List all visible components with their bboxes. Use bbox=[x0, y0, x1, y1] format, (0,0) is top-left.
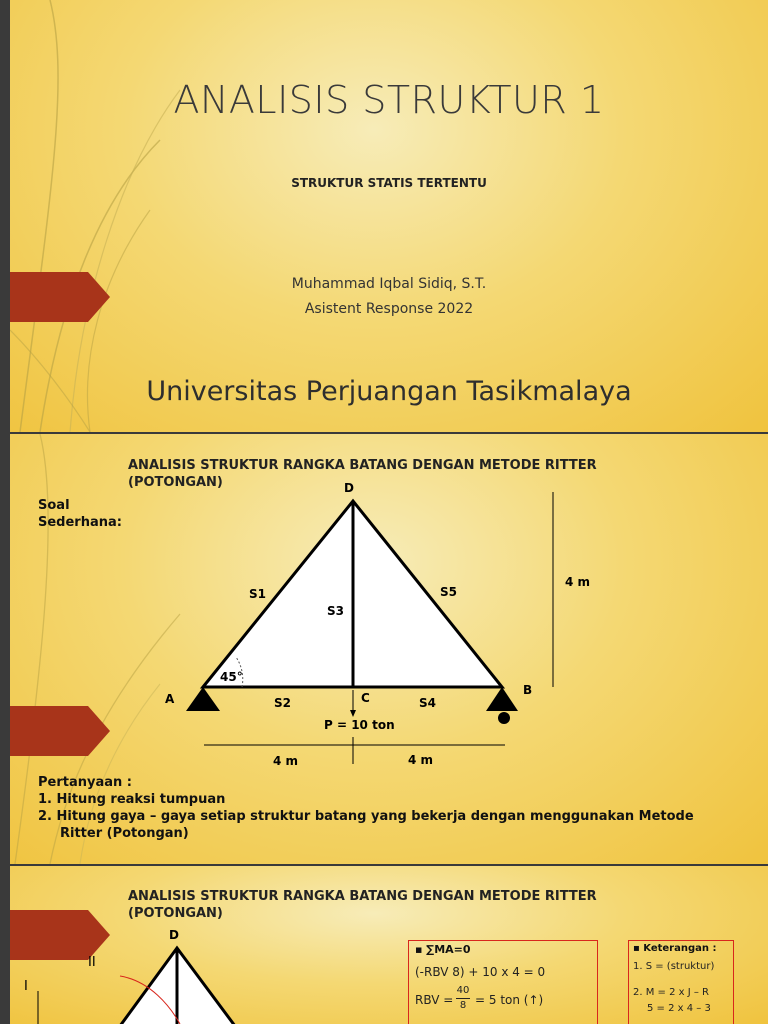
roller-support-b bbox=[486, 687, 518, 711]
slide-heading-line2: (POTONGAN) bbox=[128, 906, 223, 921]
node-b-label: B bbox=[523, 683, 533, 697]
member-s1-label: S1 bbox=[249, 587, 266, 601]
questions-title: Pertanyaan : bbox=[38, 775, 132, 790]
slide-heading-line1: ANALISIS STRUKTUR RANGKA BATANG DENGAN METODE RITTER bbox=[128, 889, 597, 904]
keterangan-title: ▪ Keterangan : bbox=[633, 943, 717, 954]
member-s3-label: S3 bbox=[327, 604, 344, 618]
equation-1: (-RBV 8) + 10 x 4 = 0 bbox=[415, 965, 546, 979]
decorative-curves bbox=[10, 0, 768, 432]
height-label: 4 m bbox=[565, 575, 591, 589]
keterangan-3: 5 = 2 x 4 – 3 bbox=[647, 1003, 711, 1014]
fraction-bar bbox=[456, 998, 470, 999]
soal-label-2: Sederhana: bbox=[38, 515, 122, 530]
equation-2-right: = 5 ton (↑) bbox=[475, 993, 544, 1007]
angle-label: 45° bbox=[220, 670, 243, 684]
presentation-title: ANALISIS STRUKTUR 1 bbox=[173, 78, 605, 122]
slide-heading-line2: (POTONGAN) bbox=[128, 475, 223, 490]
node-c-label: C bbox=[361, 691, 370, 705]
slide-ritter-solution bbox=[10, 866, 768, 1024]
cut-ii-label: II bbox=[88, 955, 96, 970]
span-right-label: 4 m bbox=[408, 753, 434, 767]
question-1: 1. Hitung reaksi tumpuan bbox=[38, 792, 226, 807]
keterangan-box bbox=[628, 940, 734, 1024]
equation-2-numerator: 40 bbox=[456, 985, 470, 996]
slide-truss-problem bbox=[10, 434, 768, 864]
member-s2-label: S2 bbox=[274, 696, 291, 710]
member-s5-label: S5 bbox=[440, 585, 457, 599]
slide-title bbox=[10, 0, 768, 432]
span-left-label: 4 m bbox=[273, 754, 299, 768]
equation-2-left: RBV = bbox=[415, 993, 454, 1007]
presentation-subtitle: STRUKTUR STATIS TERTENTU bbox=[291, 176, 487, 190]
node-d-label: D bbox=[169, 928, 179, 942]
soal-label: Soal bbox=[38, 498, 70, 513]
equation-2-denominator: 8 bbox=[459, 1000, 467, 1011]
load-label: P = 10 ton bbox=[324, 718, 395, 732]
question-2: 2. Hitung gaya – gaya setiap struktur batang yang bekerja dengan menggunakan Metode bbox=[38, 809, 694, 824]
load-arrow-head bbox=[350, 710, 356, 717]
keterangan-2: 2. M = 2 x J – R bbox=[633, 987, 709, 998]
cut-i-label: I bbox=[24, 979, 28, 994]
member-s4-label: S4 bbox=[419, 696, 436, 710]
sum-moment-title: ▪ ∑MA=0 bbox=[415, 943, 471, 956]
keterangan-1: 1. S = (struktur) bbox=[633, 961, 715, 972]
slide-heading-line1: ANALISIS STRUKTUR RANGKA BATANG DENGAN METODE RITTER bbox=[128, 458, 597, 473]
university-name: Universitas Perjuangan Tasikmalaya bbox=[146, 376, 632, 407]
node-a-label: A bbox=[165, 692, 175, 706]
equation-box bbox=[408, 940, 598, 1024]
question-2-cont: Ritter (Potongan) bbox=[60, 826, 189, 841]
pin-support-a bbox=[186, 687, 220, 711]
node-d-label: D bbox=[344, 481, 354, 495]
author-name: Muhammad Iqbal Sidiq, S.T. bbox=[291, 276, 487, 292]
roller-wheel bbox=[498, 712, 510, 724]
author-role: Asistent Response 2022 bbox=[304, 301, 474, 317]
